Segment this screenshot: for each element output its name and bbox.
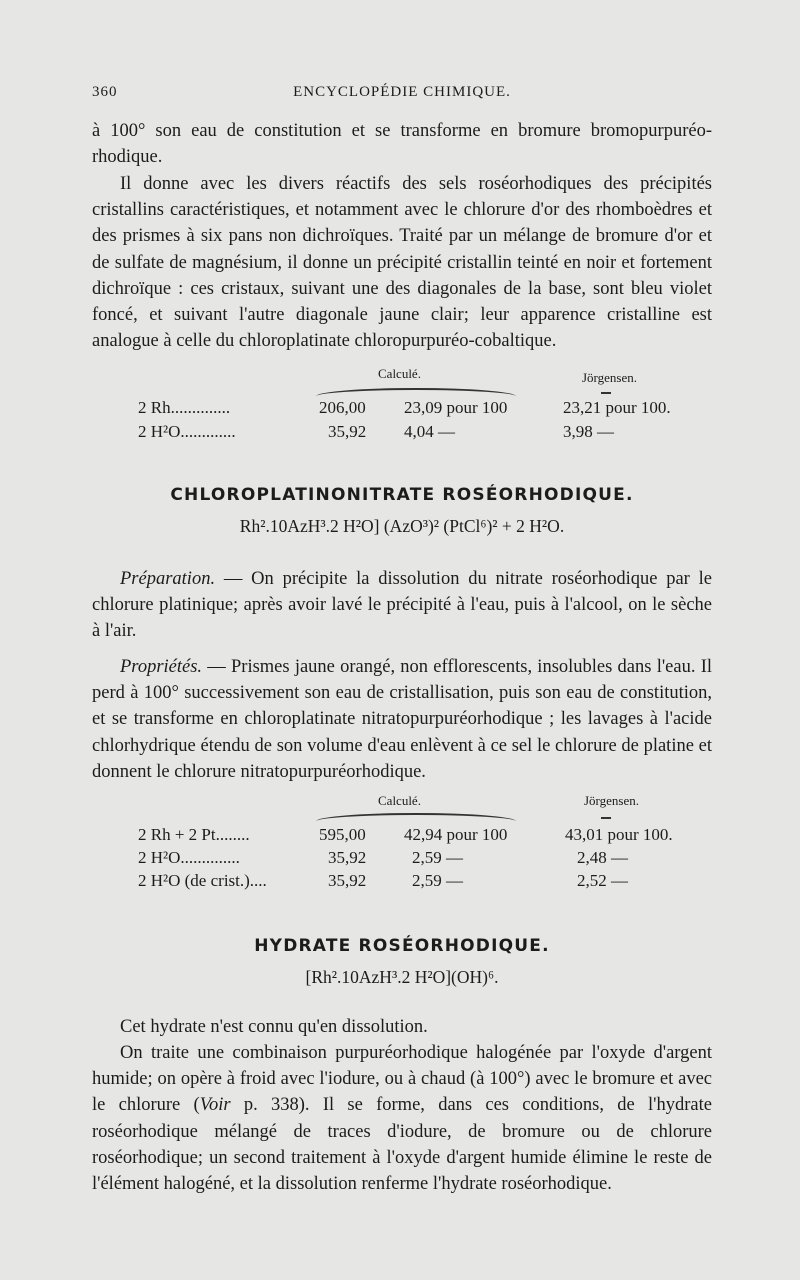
row-label: 2 Rh.............. — [138, 398, 231, 417]
properties-text: — Prismes jaune orangé, non efflorescents, insolubles dans l'eau. Il perd à 100° successivement son eau de cristallisation, puis son eau de constitution, et se transforme en chloroplatinate nitratopurpuréorhodique ; les lavages à l'acide chlorhydrique étendu de son volume d'eau enlèvent à ce sel le chlorure de platine et donnent le chlorure nitratopurpuréorhodique. — [92, 657, 712, 782]
row-label: 2 H²O.............. — [138, 848, 240, 867]
running-header — [92, 84, 712, 108]
hydrate-text-b: p. 338). Il se forme, dans ces conditions, de l'hydrate roséorhodique mélangé de traces d'iodure, de bromure ou de chlorure roséorhodique; un second traitement à l'oxyde d'argent humide élimine le reste de l'élément halogéné, et la dissolution renferme l'hydrate roséorhodique. — [92, 1095, 712, 1195]
jorgensen-value: 3,98 — — [563, 422, 614, 441]
calc-value: 35,92 — [328, 871, 367, 890]
calc-percent: 2,59 — — [412, 848, 463, 867]
brace-calcule — [316, 388, 516, 398]
section-title-hydrate: HYDRATE ROSÉORHODIQUE. — [254, 936, 550, 956]
column-header-jorgensen: Jörgensen. — [584, 793, 640, 808]
properties-paragraph — [92, 654, 712, 785]
hydrate-paragraph-2 — [92, 1040, 712, 1197]
jorgensen-value: 23,21 pour 100. — [563, 398, 671, 417]
intro-paragraph-2: Il donne avec les divers réactifs des sels roséorhodiques des précipités cristallins caractéristiques, et notamment avec le chlorure d'or des rhomboèdres et des prismes à six pans non dichroïques. Traité par un mélange de bromure d'or et de sulfate de magnésium, il donne un précipité cristallin teinté en noir et fortement dichroïque : ces cristaux, suivant une des diagonales de la base, sont bleu violet foncé, et suivant l'autre diagonale jaune clair; leur apparence cristalline est analogue à celle du chloroplatinate chloropurpuréo-cobaltique. — [92, 174, 712, 352]
jorgensen-value: 2,48 — — [577, 848, 628, 867]
preparation-label: Préparation. — [120, 569, 216, 589]
calc-value: 35,92 — [328, 422, 367, 441]
row-label: 2 Rh + 2 Pt........ — [138, 825, 250, 844]
voir-label: Voir — [199, 1095, 231, 1116]
calc-percent: 42,94 pour 100 — [404, 825, 508, 844]
column-header-calcule: Calculé. — [378, 793, 421, 808]
calc-percent: 4,04 — — [404, 422, 455, 441]
page-number: 360 — [92, 84, 118, 100]
running-title: ENCYCLOPÉDIE CHIMIQUE. — [293, 84, 511, 100]
column-header-jorgensen: Jörgensen. — [582, 370, 638, 385]
calc-value: 35,92 — [328, 848, 367, 867]
calc-value: 595,00 — [319, 825, 366, 844]
hydrate-text-a: On traite une combinaison purpuréorhodique halogénée par l'oxyde d'argent humide; on opère à froid avec l'iodure, ou à chaud (à 100°) avec le bromure et avec le chlorure ( — [92, 1043, 712, 1116]
jorgensen-value: 2,52 — — [577, 871, 628, 890]
jorgensen-value: 43,01 pour 100. — [565, 825, 673, 844]
hydrate-paragraph-1: Cet hydrate n'est connu qu'en dissolution. — [120, 1017, 428, 1037]
calc-value: 206,00 — [319, 398, 366, 417]
properties-label: Propriétés. — [120, 657, 203, 677]
calc-percent: 23,09 pour 100 — [404, 398, 508, 417]
formula-chloroplatinonitrate: Rh².10AzH³.2 H²O] (AzO³)² (PtCl⁶)² + 2 H²O. — [239, 516, 565, 536]
preparation-text: — On précipite la dissolution du nitrate roséorhodique par le chlorure platinique; après avoir lavé le précipité à l'eau, puis à l'alcool, on le sèche à l'air. — [92, 569, 712, 642]
section-title-chloroplatinonitrate: CHLOROPLATINONITRATE ROSÉORHODIQUE. — [170, 485, 634, 505]
row-label: 2 H²O (de crist.).... — [138, 871, 267, 890]
formula-hydrate: [Rh².10AzH³.2 H²O](OH)⁶. — [305, 967, 499, 987]
brace-calcule — [316, 813, 516, 823]
calc-percent: 2,59 — — [412, 871, 463, 890]
intro-paragraph-1: à 100° son eau de constitution et se transforme en bromure bromopurpuréo-rhodique. — [92, 121, 712, 168]
row-label: 2 H²O............. — [138, 422, 236, 441]
column-header-calcule: Calculé. — [378, 366, 421, 381]
preparation-paragraph — [92, 566, 712, 645]
